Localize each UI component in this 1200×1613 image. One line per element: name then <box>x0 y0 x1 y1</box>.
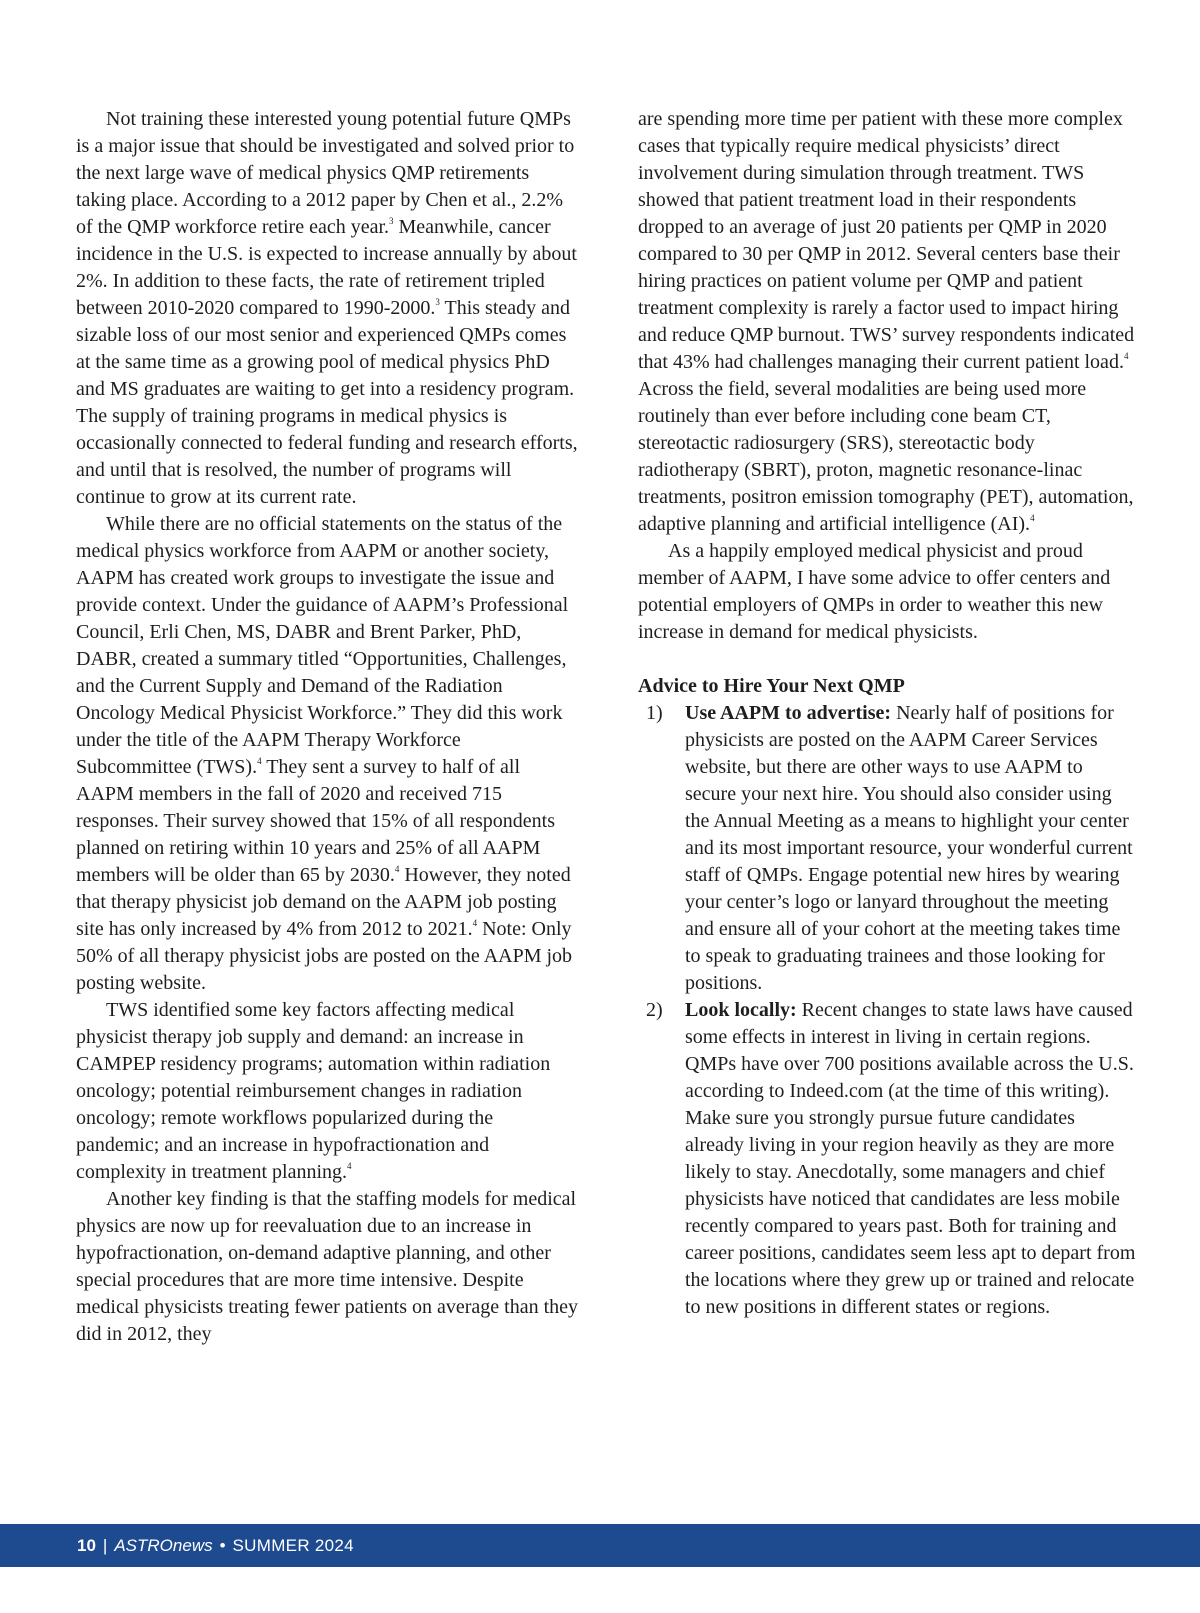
reference-superscript: 4 <box>472 918 478 928</box>
advice-item <box>638 997 1138 1321</box>
issue-label: SUMMER 2024 <box>232 1536 354 1555</box>
left-column <box>76 106 580 1348</box>
text-span: are spending more time per patient with these more complex cases that typically require medical physicists’ direct involvement during simulation through treatment. TWS showed that patient treatment load in their respondents dropped to an average of just 20 patients per QMP in 2020 compared to 30 per QMP in 2012. Several centers base their hiring practices on patient volume per QMP and patient treatment complexity is rarely a factor used to impact hiring and reduce QMP burnout. TWS’ survey respondents indicated that 43% had challenges managing their current patient load. <box>638 108 1135 373</box>
text-span: Another key finding is that the staffing models for medical physics are now up for reevaluation due to an increase in hypofractionation, on-demand adaptive planning, and other special procedures that are more time intensive. Despite medical physicists treating fewer patients on average than they did in 2012, they <box>76 1188 579 1345</box>
paragraph-workforce-status <box>76 511 580 997</box>
paragraph-patient-load <box>638 106 1138 538</box>
footer-bullet: • <box>219 1536 226 1555</box>
paragraph-key-factors <box>76 997 580 1186</box>
advice-item <box>638 700 1138 997</box>
advice-item-label: Look locally: <box>685 999 797 1021</box>
footer-bar <box>0 1524 1200 1567</box>
text-span: TWS identified some key factors affecting medical physicist therapy job supply and demand: an increase in CAMPEP residency programs; automation within radiation oncology; potential reimbursement changes in radiation oncology; remote workflows popularized during the pandemic; and an increase in hypofractionation and complexity in treatment planning. <box>76 999 551 1183</box>
right-column <box>638 106 1138 1321</box>
text-span: They sent a survey to half of all AAPM members in the fall of 2020 and received 715 responses. Their survey showed that 15% of all respondents planned on retiring within 10 years and 25% of all AAPM members will be older than 65 by 2030. <box>76 756 555 886</box>
paragraph-staffing-models <box>76 1186 580 1348</box>
reference-superscript: 4 <box>347 1161 352 1171</box>
footer-separator: | <box>102 1536 108 1555</box>
advice-item-label: Use AAPM to advertise: <box>685 702 892 724</box>
advice-heading: Advice to Hire Your Next QMP <box>638 675 905 697</box>
text-span: As a happily employed medical physicist and proud member of AAPM, I have some advice to offer centers and potential employers of QMPs in order to weather this new increase in demand for medical physicists. <box>638 540 1111 643</box>
magazine-name: ASTROnews <box>114 1536 213 1555</box>
text-span: This steady and sizable loss of our most senior and experienced QMPs comes at the same time as a growing pool of medical physics PhD and MS graduates are waiting to get into a residency program. The supply of training programs in medical physics is occasionally connected to federal funding and research efforts, and until that is resolved, the number of programs will continue to grow at its current rate. <box>76 297 578 508</box>
reference-superscript: 3 <box>389 216 394 226</box>
text-span: Note: Only 50% of all therapy physicist jobs are posted on the AAPM job posting website. <box>76 918 573 994</box>
reference-superscript: 4 <box>1123 351 1129 361</box>
advice-list <box>638 700 1138 1321</box>
paragraph-retirement <box>76 106 580 511</box>
advice-item-text: Nearly half of positions for physicists are posted on the AAPM Career Services website, but there are other ways to use AAPM to secure your next hire. You should also consider using the Annual Meeting as a means to highlight your center and its most important resource, your wonderful current staff of QMPs. Engage potential new hires by wearing your center’s logo or lanyard throughout the meeting and ensure all of your cohort at the meeting takes time to speak to graduating trainees and those looking for positions. <box>685 702 1133 994</box>
advice-item-text: Recent changes to state laws have caused some effects in interest in living in certain regions. QMPs have over 700 positions available across the U.S. according to Indeed.com (at the time of this writing). Make sure you strongly pursue future candidates already living in your region heavily as they are more likely to stay. Anecdotally, some managers and chief physicists have noticed that candidates are less mobile recently compared to years past. Both for training and career positions, candidates seem less apt to depart from the locations where they grew up or trained and relocate to new positions in different states or regions. <box>685 999 1136 1318</box>
reference-superscript: 4 <box>1030 513 1035 523</box>
text-span: Meanwhile, cancer incidence in the U.S. is expected to increase annually by about 2%. In addition to these facts, the rate of retirement tripled between 2010-2020 compared to 1990-2000. <box>76 216 577 319</box>
reference-superscript: 4 <box>394 864 400 874</box>
reference-superscript: 3 <box>435 297 440 307</box>
advice-item-number: 1) <box>646 702 663 724</box>
text-span: Across the field, several modalities are being used more routinely than ever before including cone beam CT, stereotactic radiosurgery (SRS), stereotactic body radiotherapy (SBRT), proton, magnetic resonance-linac treatments, positron emission tomography (PET), automation, adaptive planning and artificial intelligence (AI). <box>638 378 1134 535</box>
footer-content <box>77 1524 354 1567</box>
reference-superscript: 4 <box>257 756 262 766</box>
text-span: While there are no official statements on the status of the medical physics workforce from AAPM or another society, AAPM has created work groups to investigate the issue and provide context. Under the guidance of AAPM’s Professional Council, Erli Chen, MS, DABR and Brent Parker, PhD, DABR, created a summary titled “Opportunities, Challenges, and the Current Supply and Demand of the Radiation Oncology Medical Physicist Workforce.” They did this work under the title of the AAPM Therapy Workforce Subcommittee (TWS). <box>76 513 569 778</box>
paragraph-advice-intro <box>638 538 1138 646</box>
text-span: However, they noted that therapy physicist job demand on the AAPM job posting site has only increased by 4% from 2012 to 2021. <box>76 864 571 940</box>
text-span: Not training these interested young potential future QMPs is a major issue that should be investigated and solved prior to the next large wave of medical physics QMP retirements taking place. According to a 2012 paper by Chen et al., 2.2% of the QMP workforce retire each year. <box>76 108 575 238</box>
advice-item-number: 2) <box>646 999 663 1021</box>
page-number: 10 <box>77 1536 96 1555</box>
